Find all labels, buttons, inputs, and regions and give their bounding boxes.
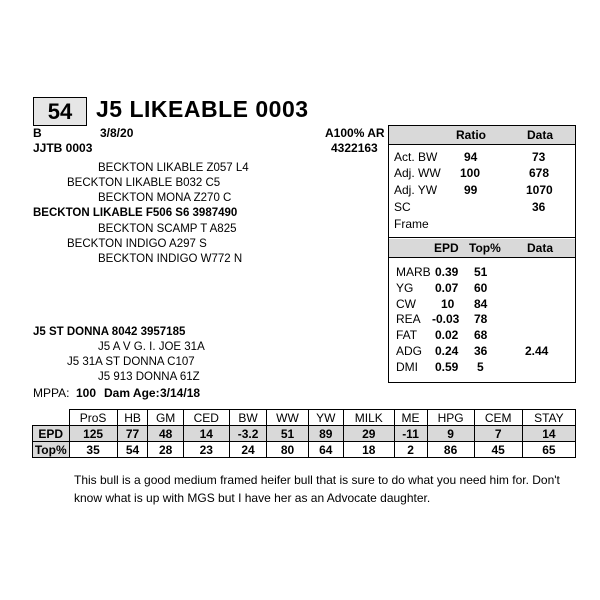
carcass-label: MARB: [396, 265, 431, 279]
data-header: Data: [527, 128, 554, 142]
perf-ratio: 94: [464, 150, 478, 164]
perf-label: SC: [394, 200, 411, 214]
seller-comment: This bull is a good medium framed heifer bull that is sure to do what you need him for. Don't know what is up with MGS but I have her as an Advocate daughter.: [74, 473, 560, 505]
perf-label: Adj. WW: [394, 166, 441, 180]
carcass-epd: 0.07: [435, 281, 459, 295]
top-cell: 28: [148, 442, 183, 458]
column-header: CEM: [474, 410, 522, 426]
column-header: MILK: [344, 410, 395, 426]
top-cell: 65: [522, 442, 575, 458]
dam-age-value: 3/14/18: [160, 386, 201, 400]
carcass-top: 84: [474, 297, 488, 311]
epd-cell: 14: [522, 426, 575, 442]
top-cell: 86: [427, 442, 474, 458]
column-header: BW: [229, 410, 267, 426]
epd-cell: 29: [344, 426, 395, 442]
epd-cell: 51: [267, 426, 308, 442]
perf-label: Frame: [394, 217, 429, 231]
perf-label: Adj. YW: [394, 183, 438, 197]
perf-data: 678: [529, 166, 550, 180]
dam-age-label: Dam Age:: [104, 386, 160, 400]
tattoo: JJTB 0003: [33, 141, 93, 155]
epd-cell: 9: [427, 426, 474, 442]
epd-cell: 77: [117, 426, 148, 442]
epd-cell: -11: [394, 426, 427, 442]
carcass-epd: 0.39: [435, 265, 459, 279]
carcass-epd: -0.03: [432, 312, 460, 326]
carcass-top: 36: [474, 344, 488, 358]
top-cell: 24: [229, 442, 267, 458]
perf-data: 1070: [526, 183, 553, 197]
lot-number: 54: [33, 97, 87, 126]
carcass-epd: 10: [441, 297, 455, 311]
pedigree-dam-sire: J5 31A ST DONNA C107: [67, 356, 195, 368]
row-label: Top%: [33, 442, 70, 458]
carcass-label: YG: [396, 281, 414, 295]
carcass-epd: 0.02: [435, 328, 459, 342]
carcass-epd: 0.24: [435, 344, 459, 358]
top-cell: 64: [308, 442, 343, 458]
data-header: Data: [527, 241, 554, 255]
top-percent-row: [33, 442, 576, 458]
top-cell: 54: [117, 442, 148, 458]
carcass-section: [389, 239, 575, 374]
carcass-top: 78: [474, 312, 488, 326]
performance-panel: [388, 125, 576, 383]
sex: B: [33, 126, 42, 140]
column-header: ME: [394, 410, 427, 426]
perf-data: 73: [532, 150, 546, 164]
pedigree-sire-sire-sire: BECKTON LIKABLE Z057 L4: [98, 162, 249, 174]
carcass-epd: 0.59: [435, 360, 459, 374]
column-header: GM: [148, 410, 183, 426]
epd-cell: 89: [308, 426, 343, 442]
column-header: HB: [117, 410, 148, 426]
carcass-label: REA: [396, 312, 421, 326]
perf-ratio: 99: [464, 183, 478, 197]
epd-cell: 14: [183, 426, 229, 442]
pedigree-sire-sire: BECKTON LIKABLE B032 C5: [67, 177, 221, 189]
epd-table: [32, 409, 576, 458]
ratio-header: Ratio: [456, 128, 486, 142]
carcass-top: 68: [474, 328, 488, 342]
mppa-value: 100: [76, 386, 97, 400]
carcass-top: 51: [474, 265, 488, 279]
panel-divider: [389, 237, 575, 238]
column-header: HPG: [427, 410, 474, 426]
perf-data: 36: [532, 200, 546, 214]
column-header: CED: [183, 410, 229, 426]
epd-row: [33, 426, 576, 442]
top-header: Top%: [469, 241, 501, 255]
pedigree-sire-dam-sire: BECKTON SCAMP T A825: [98, 223, 237, 235]
pedigree-sire-dam-dam: BECKTON INDIGO W772 N: [98, 253, 243, 265]
row-label: EPD: [33, 426, 70, 442]
birth-date: 3/8/20: [100, 126, 134, 140]
top-cell: 2: [394, 442, 427, 458]
carcass-label: DMI: [396, 360, 418, 374]
perf-label: Act. BW: [394, 150, 438, 164]
carcass-header: [389, 239, 575, 258]
epd-cell: 48: [148, 426, 183, 442]
breed: A100% AR: [325, 126, 385, 140]
column-header: WW: [267, 410, 308, 426]
top-cell: 18: [344, 442, 395, 458]
epd-table-header-row: [33, 410, 576, 426]
epd-header: EPD: [434, 241, 459, 255]
top-cell: 35: [69, 442, 117, 458]
column-header: STAY: [522, 410, 575, 426]
top-cell: 80: [267, 442, 308, 458]
carcass-label: FAT: [396, 328, 418, 342]
epd-cell: -3.2: [229, 426, 267, 442]
pedigree-dam-sire-sire: J5 A V G. I. JOE 31A: [98, 341, 205, 353]
carcass-label: CW: [396, 297, 416, 311]
performance-header: [389, 126, 575, 145]
column-header: YW: [308, 410, 343, 426]
epd-cell: 125: [69, 426, 117, 442]
pedigree-sire-sire-dam: BECKTON MONA Z270 C: [98, 192, 232, 204]
column-header: ProS: [69, 410, 117, 426]
mppa-label: MPPA:: [33, 386, 70, 400]
carcass-data: 2.44: [525, 344, 549, 358]
carcass-top: 5: [477, 360, 484, 374]
pedigree-sire: BECKTON LIKABLE F506 S6 3987490: [33, 207, 238, 219]
pedigree-dam-dam: J5 913 DONNA 61Z: [98, 371, 200, 383]
registration-number: 4322163: [331, 141, 378, 155]
epd-cell: 7: [474, 426, 522, 442]
top-cell: 45: [474, 442, 522, 458]
carcass-label: ADG: [396, 344, 423, 358]
animal-name: J5 LIKEABLE 0003: [96, 96, 309, 122]
top-cell: 23: [183, 442, 229, 458]
pedigree-dam: J5 ST DONNA 8042 3957185: [33, 326, 186, 338]
pedigree-sire-dam: BECKTON INDIGO A297 S: [67, 238, 207, 250]
perf-ratio: 100: [460, 166, 481, 180]
performance-section: [389, 126, 575, 231]
table-corner: [33, 410, 70, 426]
carcass-top: 60: [474, 281, 488, 295]
